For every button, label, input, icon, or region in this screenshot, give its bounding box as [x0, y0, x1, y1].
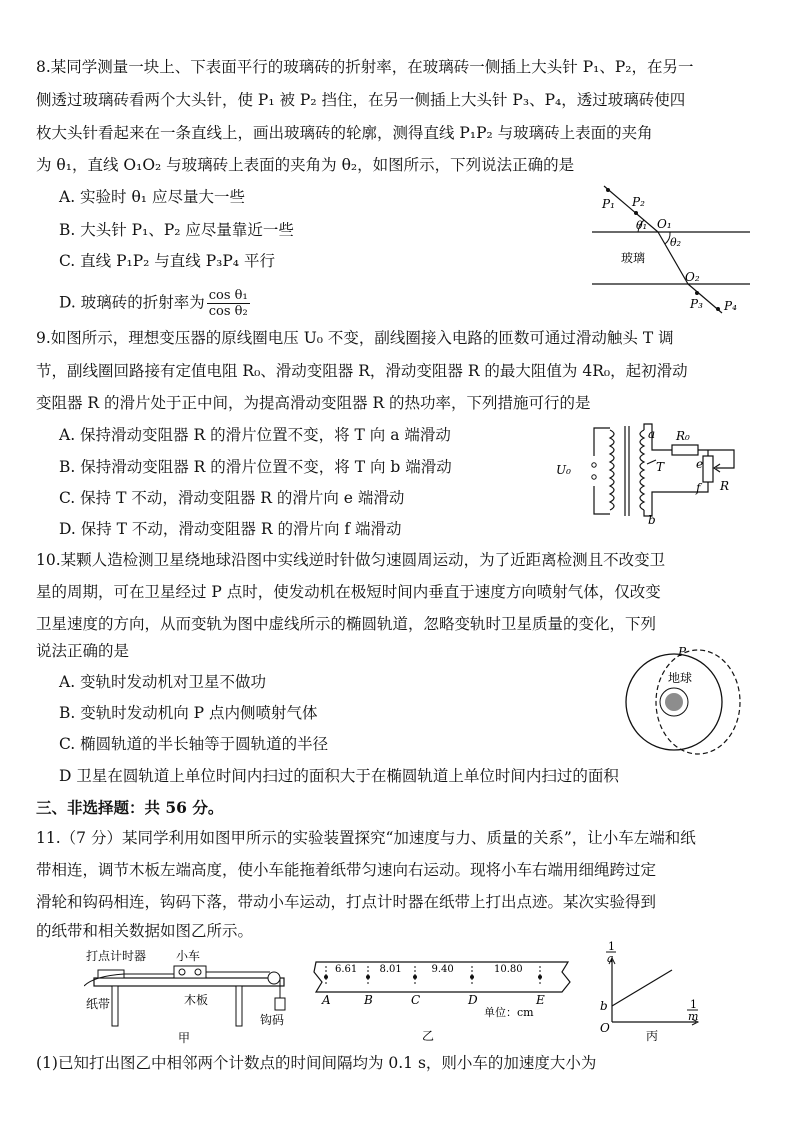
q10-option-c: C. 椭圆轨道的半长轴等于圆轨道的半径 [59, 735, 329, 753]
label-b: b [648, 513, 656, 526]
q9-option-d: D. 保持 T 不动，滑动变阻器 R 的滑片向 f 端滑动 [59, 520, 402, 538]
q9-stem-line-2: 节，副线圈回路接有定值电阻 R₀、滑动变阻器 R，滑动变阻器 R 的最大阻值为 4R₀，起初滑动 [36, 362, 688, 380]
x-axis-label-numerator: 1 [690, 998, 697, 1011]
label-theta1: θ₁ [636, 219, 648, 232]
pin-p3 [695, 291, 699, 295]
pin-p2 [634, 211, 638, 215]
tape-dot [366, 975, 370, 979]
label-earth: 地球 [668, 671, 693, 685]
origin-label: O [600, 1021, 610, 1035]
caption-bing: 丙 [646, 1029, 659, 1043]
tape-point-label: C [411, 993, 421, 1007]
q8-option-b: B. 大头针 P₁、P₂ 应尽量靠近一些 [59, 221, 294, 239]
y-axis-label-numerator: 1 [608, 940, 615, 953]
label-tape: 纸带 [86, 997, 111, 1011]
label-o2: O₂ [685, 270, 700, 284]
transformer-circuit-figure [548, 416, 748, 526]
label-f: f [696, 481, 701, 495]
orbit-figure [618, 636, 758, 766]
refractive-index-fraction [207, 288, 250, 319]
label-a: a [648, 427, 656, 441]
primary-coil [610, 430, 614, 510]
caption-yi: 乙 [422, 1029, 435, 1043]
label-r0: R₀ [676, 429, 690, 443]
label-glass: 玻璃 [621, 251, 646, 265]
label-theta2: θ₂ [670, 236, 682, 249]
rheostat-r [703, 456, 713, 482]
label-t: T [656, 460, 665, 474]
label-timer: 打点计时器 [86, 949, 147, 963]
secondary-coil [640, 430, 644, 510]
tape-gap-label: 10.80 [494, 964, 523, 975]
q10-stem-line-4: 说法正确的是 [36, 642, 130, 660]
q8-stem-line-4: 为 θ₁，直线 O₁O₂ 与玻璃砖上表面的夹角为 θ₂，如图所示，下列说法正确的是 [36, 156, 575, 174]
intercept-label: b [600, 999, 608, 1013]
q9-stem-line-3: 变阻器 R 的滑片处于正中间，为提高滑动变阻器 R 的热功率，下列措施可行的是 [36, 394, 591, 412]
q11-stem-line-2: 带相连，调节木板左端高度，使小车能拖着纸带匀速向右运动。现将小车右端用细绳跨过定 [36, 861, 657, 879]
apparatus-figure-jia [84, 948, 300, 1048]
label-p3: P₃ [690, 297, 703, 311]
q10-stem-line-3: 卫星速度的方向，从而变轨为图中虚线所示的椭圆轨道，忽略变轨时卫星质量的变化，下列 [36, 615, 657, 633]
label-e: e [696, 457, 704, 471]
q8-stem-line-1: 8.某同学测量一块上、下表面平行的玻璃砖的折射率，在玻璃砖一侧插上大头针 P₁、P₂，在另一 [36, 58, 694, 76]
q10-stem-line-2: 星的周期，可在卫星经过 P 点时，使发动机在极短时间内垂直于速度方向喷射气体，仅改变 [36, 583, 661, 601]
table-leg-left [112, 986, 118, 1026]
q11-stem-line-3: 滑轮和钩码相连，钩码下落，带动小车运动，打点计时器在纸带上打出点迹。某次实验得到 [36, 893, 657, 911]
q10-option-b: B. 变轨时发动机向 P 点内侧喷射气体 [59, 704, 318, 722]
tape-point-label: D [468, 993, 478, 1007]
wooden-board [94, 978, 284, 986]
tap-t-arrow [647, 460, 656, 464]
pin-p1 [606, 188, 610, 192]
earth-core [665, 693, 683, 711]
primary-wire [594, 428, 610, 514]
q9-stem-line-1: 9.如图所示，理想变压器的原线圈电压 U₀ 不变，副线圈接入电路的匝数可通过滑动触头 T 调 [36, 329, 674, 347]
tape-dot [470, 975, 474, 979]
q9-option-a: A. 保持滑动变阻器 R 的滑片位置不变，将 T 向 a 端滑动 [59, 426, 451, 444]
label-board: 木板 [184, 993, 209, 1007]
x-axis-label-denominator: m [688, 1010, 699, 1023]
tape-gap-label: 8.01 [379, 964, 402, 975]
tape-point-label: A [322, 993, 331, 1007]
terminal-bottom [592, 475, 596, 479]
q8-option-c: C. 直线 P₁P₂ 与直线 P₃P₄ 平行 [59, 252, 275, 270]
tape-dot [413, 975, 417, 979]
fraction-numerator: cos θ₁ [208, 288, 248, 303]
pulley [268, 972, 280, 984]
label-p2: P₂ [632, 195, 645, 209]
q8-option-a: A. 实验时 θ₁ 应尽量大一些 [59, 188, 245, 206]
tape-point-label: B [364, 993, 373, 1007]
label-p: P [678, 645, 687, 659]
tape-dot [538, 975, 542, 979]
weight-block [275, 998, 285, 1010]
terminal-top [592, 463, 596, 467]
tape-figure-yi [312, 950, 582, 1046]
section-3-heading: 三、非选择题：共 56 分。 [36, 798, 224, 817]
label-u0: U₀ [556, 463, 571, 477]
q10-option-d: D 卫星在圆轨道上单位时间内扫过的面积大于在椭圆轨道上单位时间内扫过的面积 [59, 767, 619, 785]
label-p4: P₄ [724, 299, 737, 313]
q8-option-d-prefix: D. 玻璃砖的折射率为 [59, 293, 205, 312]
table-leg-right [236, 986, 242, 1026]
pin-p4 [716, 307, 720, 311]
q10-option-a: A. 变轨时发动机对卫星不做功 [59, 673, 267, 691]
q11-stem-line-4: 的纸带和相关数据如图乙所示。 [36, 922, 254, 940]
label-o1: O₁ [657, 217, 672, 231]
caption-jia: 甲 [178, 1031, 191, 1045]
q8-option-d [59, 288, 250, 319]
tape-dot [324, 975, 328, 979]
label-unit: 单位：cm [484, 1006, 534, 1019]
label-r: R [720, 479, 730, 493]
glass-refraction-figure [580, 182, 760, 322]
tape-gap-label: 6.61 [335, 964, 358, 975]
graph-figure-bing [592, 940, 712, 1046]
q10-stem-line-1: 10.某颗人造检测卫星绕地球沿图中实线逆时针做匀速圆周运动，为了近距离检测且不改变卫 [36, 551, 666, 569]
q8-stem-line-2: 侧透过玻璃砖看两个大头针，使 P₁ 被 P₂ 挡住，在另一侧插上大头针 P₃、P₄，透过玻璃砖使四 [36, 91, 686, 109]
label-p1: P₁ [602, 197, 615, 211]
tape-gap-label: 9.40 [431, 964, 454, 975]
label-car: 小车 [176, 949, 201, 963]
resistor-r0 [672, 445, 698, 455]
tape-point-label: E [536, 993, 545, 1007]
label-weight: 钩码 [260, 1013, 285, 1027]
q8-stem-line-3: 枚大头针看起来在一条直线上，画出玻璃砖的轮廓，测得直线 P₁P₂ 与玻璃砖上表面的夹角 [36, 124, 653, 142]
q9-option-b: B. 保持滑动变阻器 R 的滑片位置不变，将 T 向 b 端滑动 [59, 458, 452, 476]
linear-graph-line [612, 970, 672, 1006]
y-axis-label-denominator: a [607, 952, 614, 965]
q11-sub-question-1: (1)已知打出图乙中相邻两个计数点的时间间隔均为 0.1 s，则小车的加速度大小为 [36, 1054, 597, 1072]
q11-stem-line-1: 11.（7 分）某同学利用如图甲所示的实验装置探究“加速度与力、质量的关系”，让小车左端和纸 [36, 829, 696, 847]
q9-option-c: C. 保持 T 不动，滑动变阻器 R 的滑片向 e 端滑动 [59, 489, 405, 507]
fraction-denominator: cos θ₂ [208, 304, 248, 319]
